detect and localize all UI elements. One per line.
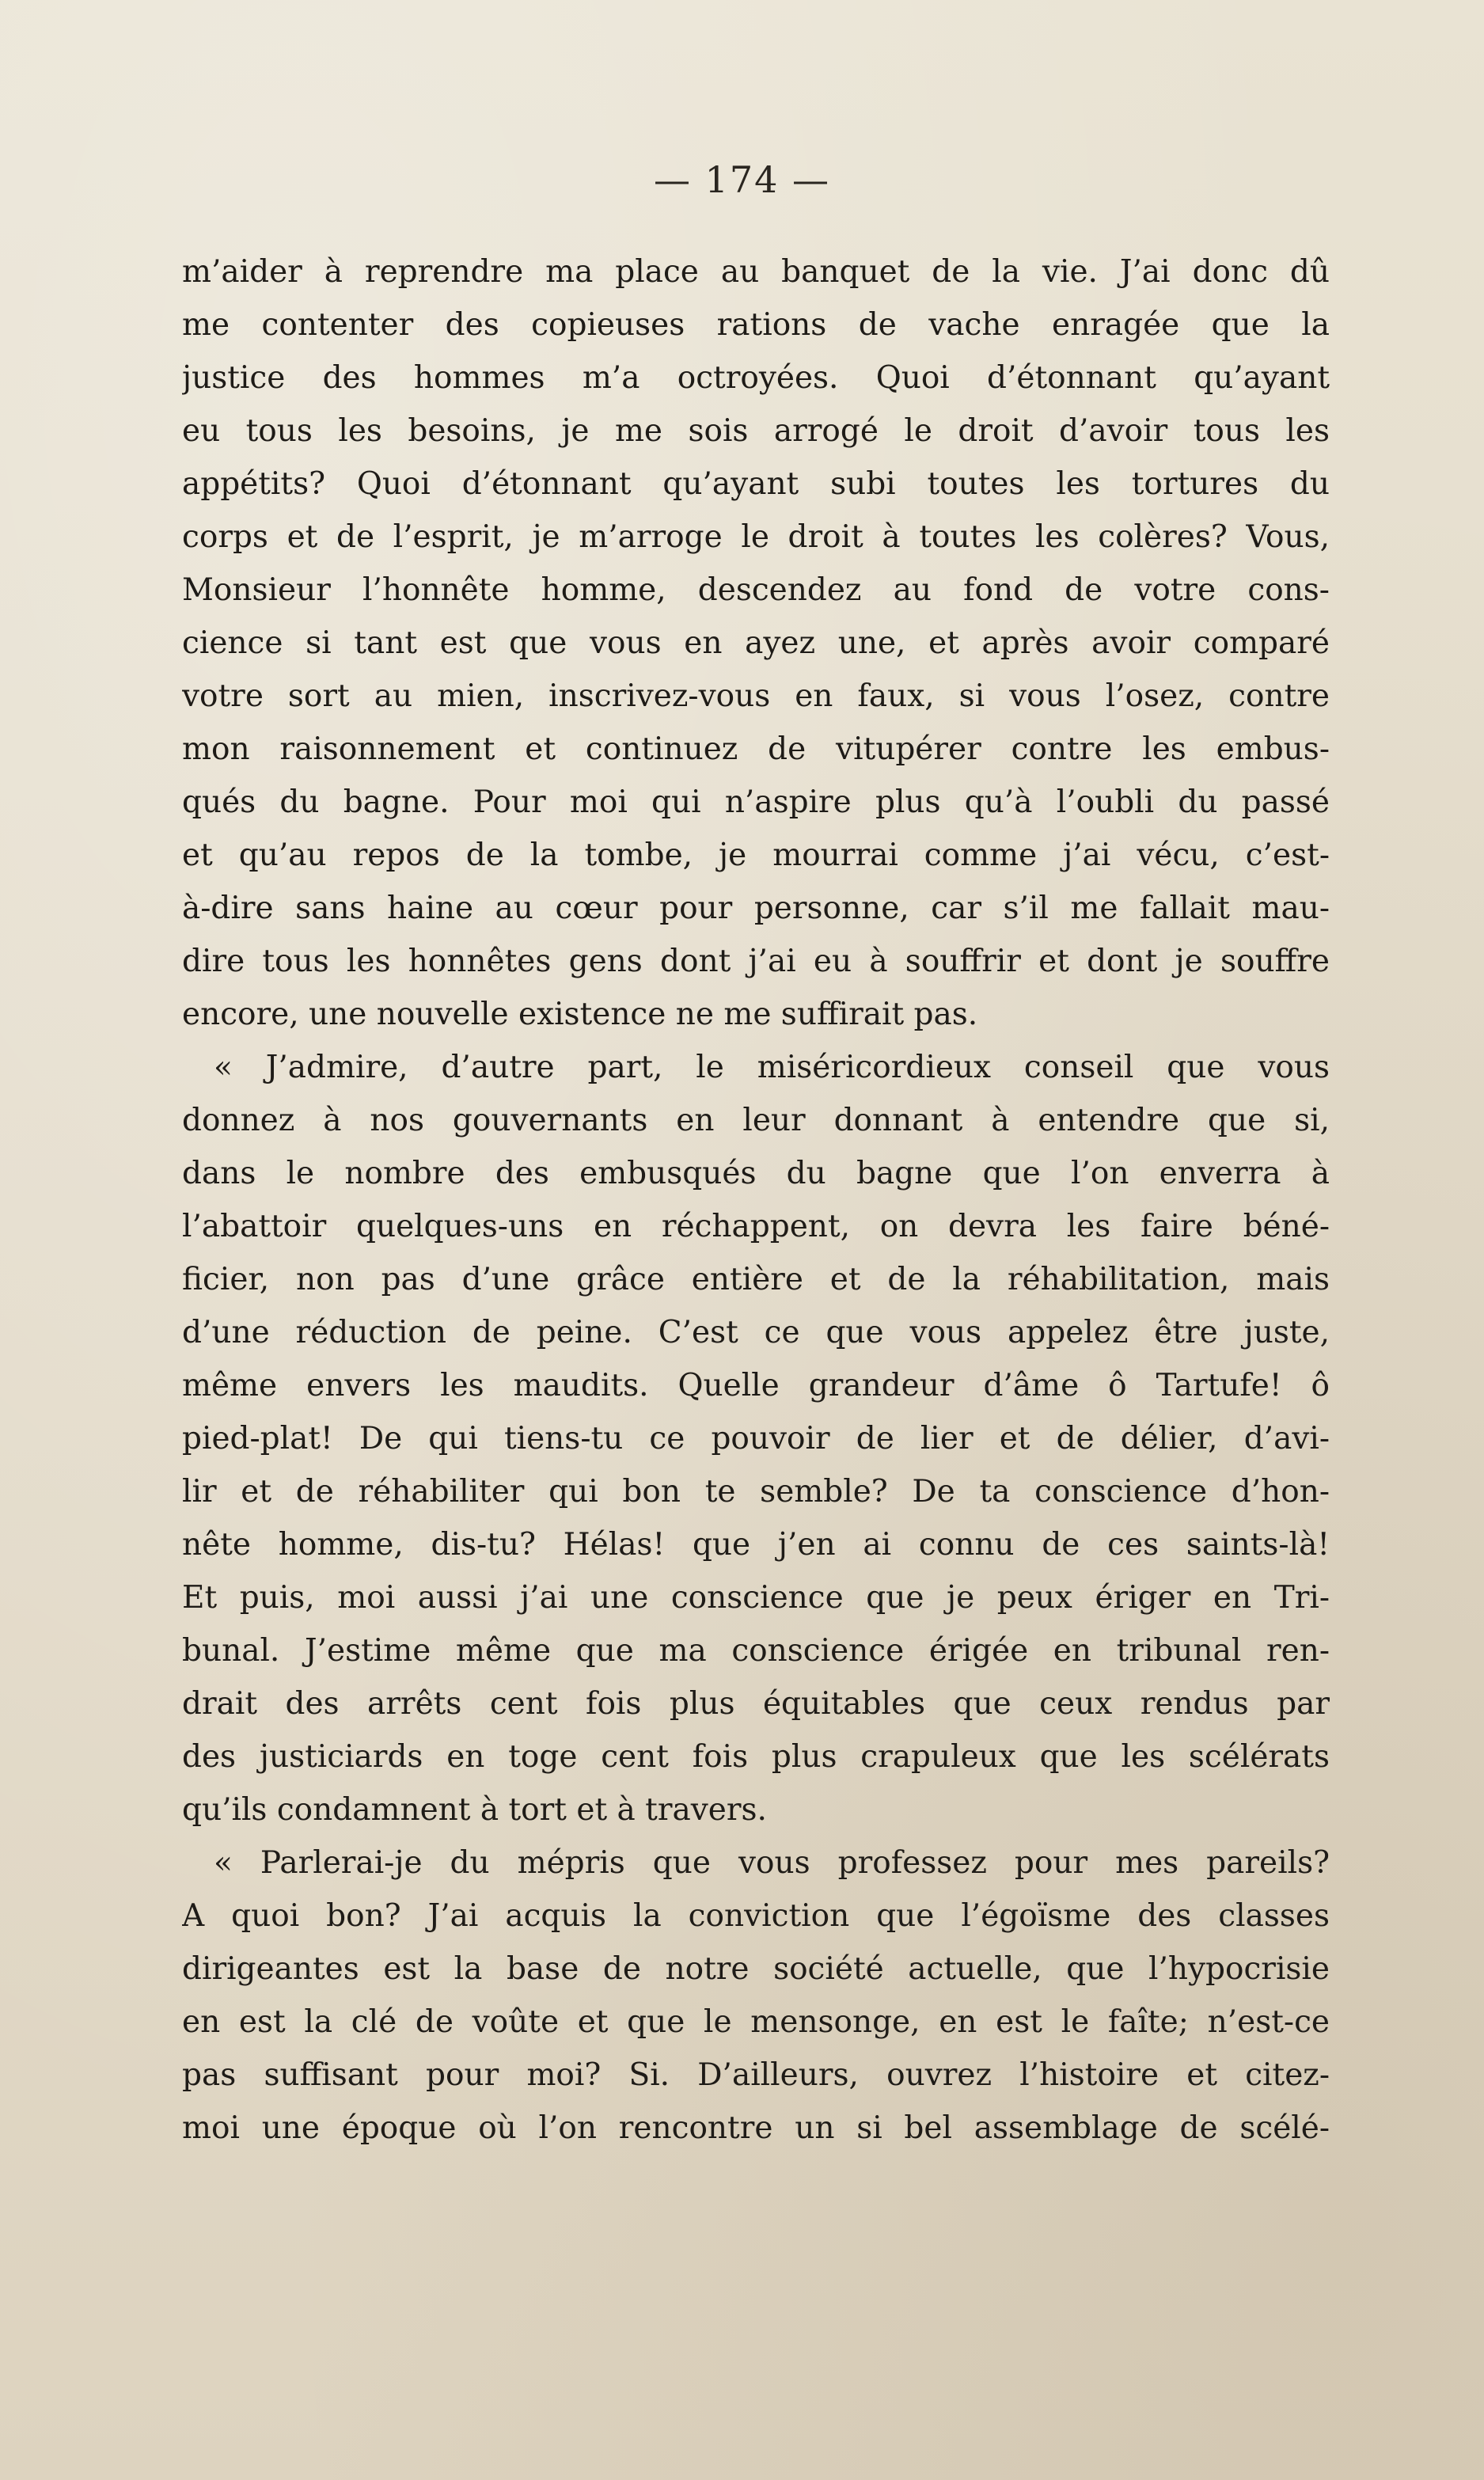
text-line: en est la clé de voûte et que le mensonge, en est le faîte; n’est-ce [182,2004,1330,2040]
text-line: « J’admire, d’autre part, le miséricordieux conseil que vous [214,1050,1330,1085]
text-line: qu’ils condamnent à tort et à travers. [182,1792,767,1828]
text-line: « Parlerai-je du mépris que vous professez pour mes pareils? [214,1845,1330,1881]
text-line: ficier, non pas d’une grâce entière et de la réhabilitation, mais [182,1262,1330,1297]
text-line: Et puis, moi aussi j’ai une conscience que je peux ériger en Tri- [182,1580,1330,1616]
text-line: m’aider à reprendre ma place au banquet de la vie. J’ai donc dû [182,254,1330,290]
text-line: appétits? Quoi d’étonnant qu’ayant subi toutes les tortures du [182,466,1330,502]
text-line: encore, une nouvelle existence ne me suffirait pas. [182,997,978,1032]
text-line: lir et de réhabiliter qui bon te semble? De ta conscience d’hon- [182,1474,1330,1510]
text-line: drait des arrêts cent fois plus équitables que ceux rendus par [182,1686,1330,1722]
text-line: et qu’au repos de la tombe, je mourrai comme j’ai vécu, c’est- [182,837,1330,873]
text-line: justice des hommes m’a octroyées. Quoi d’étonnant qu’ayant [182,360,1330,396]
text-line: des justiciards en toge cent fois plus crapuleux que les scélérats [182,1739,1330,1775]
text-line: me contenter des copieuses rations de vache enragée que la [182,307,1330,343]
text-line: bunal. J’estime même que ma conscience érigée en tribunal ren- [182,1633,1330,1669]
text-line: dire tous les honnêtes gens dont j’ai eu à souffrir et dont je souffre [182,944,1330,979]
text-line: l’abattoir quelques-uns en réchappent, on devra les faire béné- [182,1209,1330,1244]
text-line: donnez à nos gouvernants en leur donnant à entendre que si, [182,1103,1330,1138]
text-line: votre sort au mien, inscrivez-vous en faux, si vous l’osez, contre [182,678,1330,714]
text-line: pied-plat! De qui tiens-tu ce pouvoir de lier et de délier, d’avi- [182,1421,1330,1456]
body-text [182,245,1330,2155]
text-line: eu tous les besoins, je me sois arrogé le droit d’avoir tous les [182,413,1330,449]
text-line: qués du bagne. Pour moi qui n’aspire plus qu’à l’oubli du passé [182,784,1330,820]
text-line: Monsieur l’honnête homme, descendez au fond de votre cons- [182,572,1330,608]
text-line: à-dire sans haine au cœur pour personne, car s’il me fallait mau- [182,891,1330,926]
text-line: pas suffisant pour moi? Si. D’ailleurs, ouvrez l’histoire et citez- [182,2057,1330,2093]
text-line: cience si tant est que vous en ayez une, et après avoir comparé [182,625,1330,661]
text-line: dirigeantes est la base de notre société actuelle, que l’hypocrisie [182,1951,1330,1987]
text-line: corps et de l’esprit, je m’arroge le droit à toutes les colères? Vous, [182,519,1330,555]
text-line: A quoi bon? J’ai acquis la conviction que l’égoïsme des classes [182,1898,1330,1934]
text-line: mon raisonnement et continuez de vitupérer contre les embus- [182,731,1330,767]
text-line: même envers les maudits. Quelle grandeur d’âme ô Tartufe! ô [182,1368,1330,1403]
text-line: dans le nombre des embusqués du bagne que l’on enverra à [182,1156,1330,1191]
text-line: moi une époque où l’on rencontre un si bel assemblage de scélé- [182,2110,1330,2146]
text-line: d’une réduction de peine. C’est ce que vous appelez être juste, [182,1315,1330,1350]
page-number: — 174 — [653,158,831,201]
text-line: nête homme, dis-tu? Hélas! que j’en ai connu de ces saints-là! [182,1527,1330,1563]
